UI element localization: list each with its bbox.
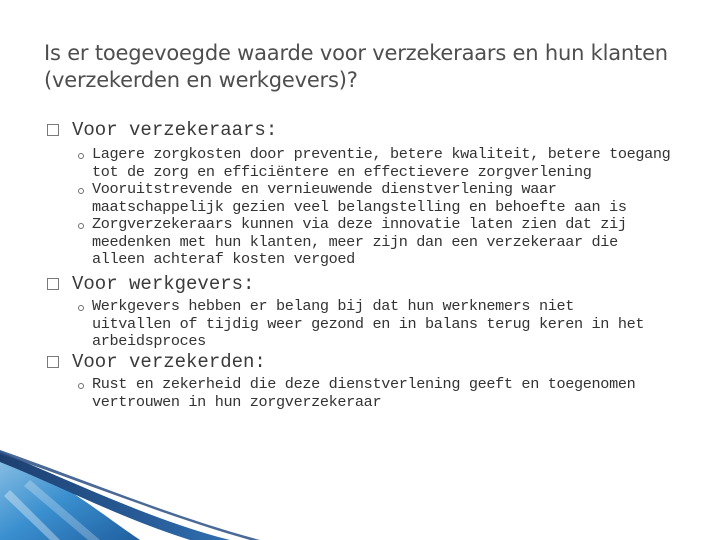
list-item (52, 181, 692, 216)
square-bullet-icon (47, 278, 59, 290)
section-heading (52, 118, 692, 142)
section-heading (52, 350, 692, 374)
circle-bullet-icon (78, 223, 84, 229)
section-verzekerden (52, 350, 692, 411)
square-bullet-icon (47, 356, 59, 368)
list-item-text: Zorgverzekeraars kunnen via deze innovatie laten zien dat zij meedenken met hun klanten, meer zijn dan een verzekeraar die alleen achteraf kosten vergoed (92, 215, 627, 268)
list-item (52, 376, 692, 411)
section-heading-label: Voor verzekerden: (72, 351, 266, 373)
list-item (52, 216, 692, 269)
list-item-text: Lagere zorgkosten door preventie, betere kwaliteit, betere toegang tot de zorg en efficiëntere en effectievere zorgverlening (92, 145, 671, 181)
sub-list (52, 376, 692, 411)
section-heading (52, 272, 692, 296)
circle-bullet-icon (78, 153, 84, 159)
decorative-swoosh (0, 450, 720, 540)
section-heading-label: Voor verzekeraars: (72, 119, 278, 141)
list-item-text: Vooruitstrevende en vernieuwende dienstverlening waar maatschappelijk gezien veel belangstelling en behoefte aan is (92, 180, 627, 216)
square-bullet-icon (47, 124, 59, 136)
circle-bullet-icon (78, 188, 84, 194)
circle-bullet-icon (78, 305, 84, 311)
list-item (52, 146, 692, 181)
list-item-text: Werkgevers hebben er belang bij dat hun werknemers niet uitvallen of tijdig weer gezond en in balans terug keren in het arbeidsproces (92, 297, 645, 350)
section-verzekeraars (52, 118, 692, 269)
sub-list (52, 298, 692, 351)
list-item (52, 298, 692, 351)
page-title: Is er toegevoegde waarde voor verzekeraars en hun klanten (verzekerden en werkgevers)? (44, 41, 668, 92)
section-heading-label: Voor werkgevers: (72, 273, 255, 295)
list-item-text: Rust en zekerheid die deze dienstverlening geeft en toegenomen vertrouwen in hun zorgverzekeraar (92, 375, 636, 411)
circle-bullet-icon (78, 383, 84, 389)
section-werkgevers (52, 272, 692, 351)
sub-list (52, 146, 692, 269)
